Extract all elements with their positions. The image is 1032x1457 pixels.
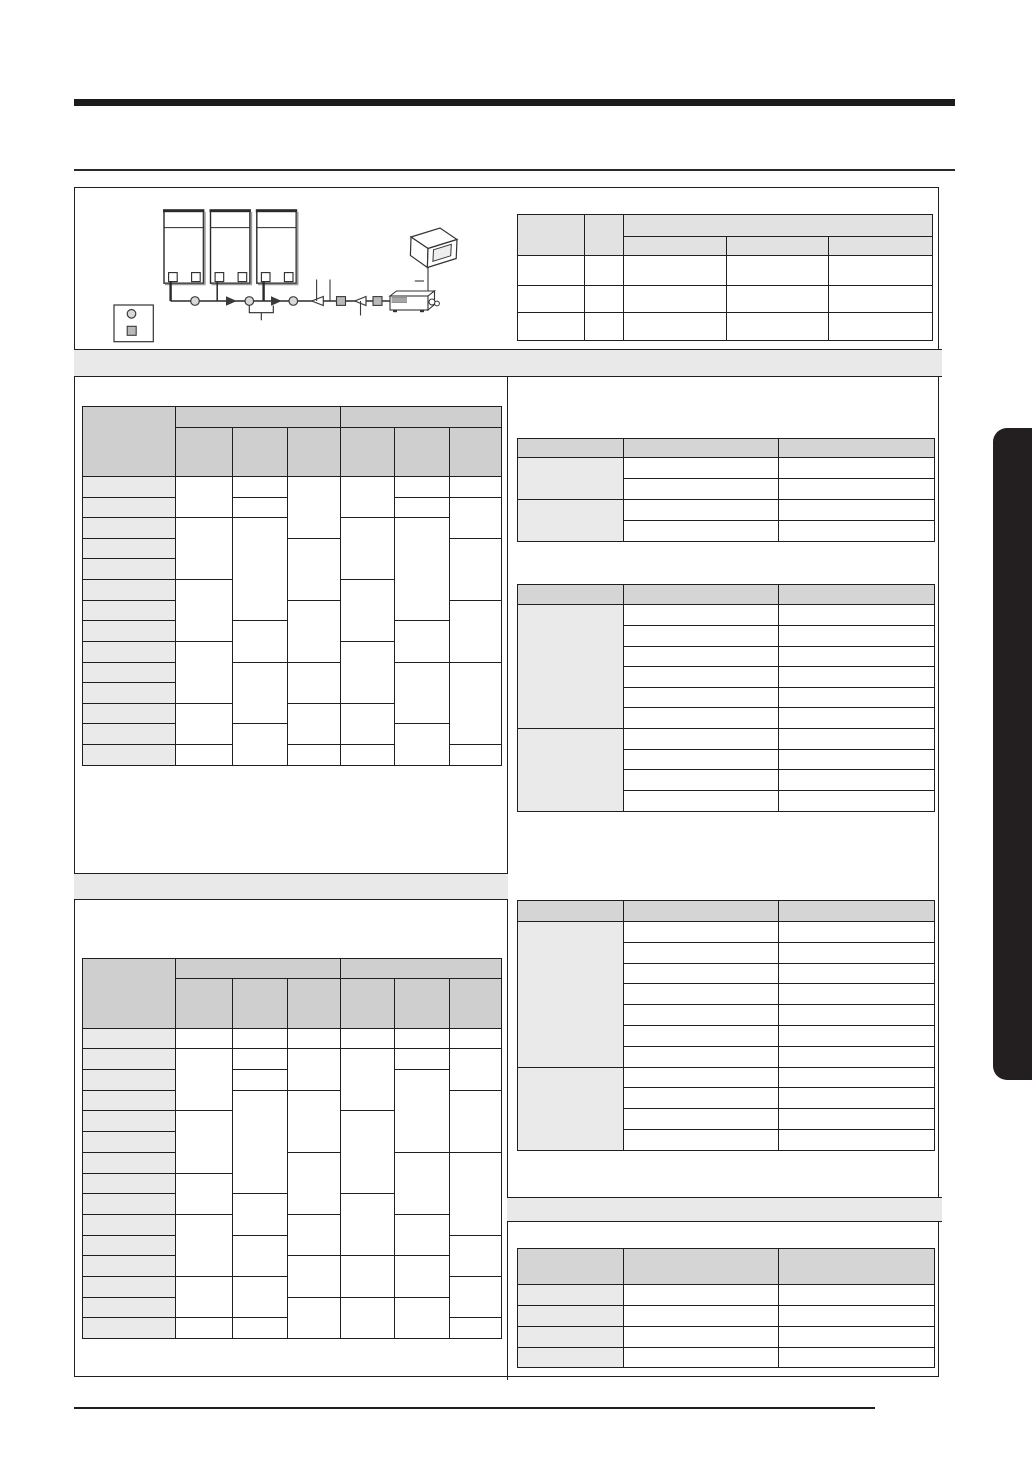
value-cell <box>779 729 934 750</box>
row-stub-cell <box>83 1214 176 1235</box>
row-stub-cell <box>517 729 624 812</box>
row-stub-cell <box>83 1090 176 1111</box>
value-cell <box>175 1318 232 1339</box>
value-cell <box>287 1028 340 1049</box>
header-rule <box>74 169 955 171</box>
value-cell <box>779 479 934 500</box>
header-cell <box>287 979 340 1028</box>
value-cell <box>395 1297 450 1338</box>
value-cell <box>287 600 340 662</box>
value-cell <box>340 745 394 766</box>
value-cell <box>175 476 232 517</box>
row-stub-cell <box>83 703 176 724</box>
row-stub-cell <box>517 1326 624 1347</box>
header-cell <box>779 901 934 922</box>
value-cell <box>779 499 934 520</box>
row-stub-cell <box>83 745 176 766</box>
value-cell <box>233 1070 287 1091</box>
dimension-bracket <box>249 306 273 313</box>
value-cell <box>175 1049 232 1111</box>
value-cell <box>779 1284 934 1305</box>
value-cell <box>233 497 287 518</box>
value-cell <box>584 286 623 313</box>
section-bar-right-2 <box>507 1197 942 1223</box>
value-cell <box>624 499 779 520</box>
value-cell <box>624 286 727 313</box>
junction-circle-3 <box>289 297 298 306</box>
value-cell <box>287 1256 340 1297</box>
header-cell <box>175 979 232 1028</box>
row-stub-cell <box>83 580 176 601</box>
value-cell <box>624 729 779 750</box>
header-cell <box>449 979 501 1028</box>
header-cell <box>517 439 624 458</box>
value-cell <box>287 1152 340 1214</box>
value-cell <box>233 476 287 497</box>
shutoff-square-2 <box>373 297 382 306</box>
value-cell <box>624 520 779 541</box>
header-cell <box>340 979 394 1028</box>
row-stub-cell <box>517 499 624 541</box>
value-cell <box>449 1152 501 1235</box>
right-table-2 <box>517 584 935 811</box>
row-stub-cell <box>83 600 176 621</box>
value-cell <box>624 708 779 729</box>
row-stub-cell <box>517 1347 624 1368</box>
header-cell <box>624 901 779 922</box>
header-cell <box>83 959 176 1028</box>
value-cell <box>779 520 934 541</box>
value-cell <box>287 1090 340 1152</box>
value-cell <box>779 790 934 811</box>
flow-arrow-1 <box>226 296 237 305</box>
value-cell <box>340 1256 394 1297</box>
header-cell <box>395 427 450 476</box>
value-cell <box>779 922 934 943</box>
value-cell <box>624 749 779 770</box>
column-divider <box>507 349 508 1380</box>
header-cell <box>517 1249 624 1285</box>
diagram-legend <box>114 305 153 342</box>
value-cell <box>624 770 779 791</box>
row-stub-cell <box>83 1173 176 1194</box>
row-stub-cell <box>517 1284 624 1305</box>
header-cell <box>287 427 340 476</box>
value-cell <box>233 1049 287 1070</box>
section-bar-right-1 <box>507 349 942 377</box>
value-cell <box>449 745 501 766</box>
value-cell <box>584 256 623 286</box>
value-cell <box>340 1049 394 1111</box>
row-stub-cell <box>83 621 176 642</box>
row-stub-cell <box>517 458 624 500</box>
value-cell <box>233 518 287 621</box>
value-cell <box>624 1046 779 1067</box>
row-stub-cell <box>83 724 176 745</box>
value-cell <box>449 538 501 600</box>
header-cell <box>624 215 932 237</box>
value-cell <box>340 1194 394 1256</box>
header-cell <box>449 427 501 476</box>
value-cell <box>624 1005 779 1026</box>
top-right-table <box>517 214 933 341</box>
right-table-4 <box>517 1248 935 1368</box>
value-cell <box>395 1070 450 1153</box>
value-cell <box>233 621 287 662</box>
value-cell <box>287 1297 340 1338</box>
row-stub-cell <box>83 1256 176 1277</box>
value-cell <box>233 724 287 765</box>
right-table-1 <box>517 438 935 541</box>
value-cell <box>624 922 779 943</box>
header-cell <box>624 439 779 458</box>
header-cell <box>175 427 232 476</box>
value-cell <box>287 538 340 600</box>
value-cell <box>233 1318 287 1339</box>
value-cell <box>624 256 727 286</box>
chapter-side-tab <box>993 428 1032 1080</box>
value-cell <box>340 1111 394 1194</box>
value-cell <box>779 1067 934 1088</box>
row-stub-cell <box>83 662 176 683</box>
row-stub-cell <box>83 518 176 539</box>
row-stub-cell <box>83 538 176 559</box>
header-cell <box>624 1249 779 1285</box>
header-cell <box>340 959 501 979</box>
outdoor-unit-3 <box>256 209 298 284</box>
value-cell <box>233 662 287 724</box>
value-cell <box>624 1067 779 1088</box>
header-cell <box>340 407 501 428</box>
header-cell <box>175 959 340 979</box>
row-stub-cell <box>83 1132 176 1153</box>
value-cell <box>779 667 934 688</box>
value-cell <box>624 313 727 341</box>
header-cell <box>175 407 340 428</box>
value-cell <box>395 1256 450 1297</box>
value-cell <box>726 313 828 341</box>
value-cell <box>449 1090 501 1152</box>
value-cell <box>624 1109 779 1130</box>
value-cell <box>624 458 779 479</box>
value-cell <box>175 1173 232 1214</box>
value-cell <box>624 1088 779 1109</box>
value-cell <box>779 1109 934 1130</box>
header-cell <box>624 585 779 605</box>
value-cell <box>175 1214 232 1276</box>
value-cell <box>287 1214 340 1255</box>
value-cell <box>449 476 501 497</box>
value-cell <box>828 256 932 286</box>
value-cell <box>449 1276 501 1317</box>
value-cell <box>340 476 394 517</box>
value-cell <box>624 646 779 667</box>
value-cell <box>624 1305 779 1326</box>
value-cell <box>175 1276 232 1317</box>
value-cell <box>287 745 340 766</box>
value-cell <box>624 1284 779 1305</box>
page-title-bar <box>74 99 955 106</box>
row-stub-cell <box>83 1049 176 1070</box>
value-cell <box>779 749 934 770</box>
right-table-3 <box>517 900 935 1151</box>
value-cell <box>395 621 450 662</box>
row-stub-cell <box>517 313 584 341</box>
value-cell <box>287 1049 340 1090</box>
row-stub-cell <box>83 559 176 580</box>
value-cell <box>624 687 779 708</box>
section-bar-left-1 <box>74 349 508 377</box>
value-cell <box>449 497 501 538</box>
flow-arrow-2 <box>271 296 282 305</box>
header-cell <box>233 979 287 1028</box>
value-cell <box>779 1347 934 1368</box>
value-cell <box>779 458 934 479</box>
value-cell <box>624 1326 779 1347</box>
value-cell <box>779 963 934 984</box>
row-stub-cell <box>83 1028 176 1049</box>
value-cell <box>779 1025 934 1046</box>
row-stub-cell <box>517 286 584 313</box>
value-cell <box>779 687 934 708</box>
row-stub-cell <box>83 1235 176 1256</box>
ducted-indoor-unit <box>390 291 439 312</box>
value-cell <box>624 625 779 646</box>
value-cell <box>624 667 779 688</box>
value-cell <box>449 1049 501 1090</box>
header-cell <box>517 215 584 256</box>
value-cell <box>395 1214 450 1255</box>
junction-circle-2 <box>245 297 254 306</box>
value-cell <box>449 600 501 662</box>
value-cell <box>175 580 232 642</box>
row-stub-cell <box>83 1318 176 1339</box>
value-cell <box>624 790 779 811</box>
shutoff-square-1 <box>337 297 346 306</box>
value-cell <box>233 1028 287 1049</box>
row-stub-cell <box>517 922 624 1068</box>
header-cell <box>779 585 934 605</box>
header-cell <box>517 901 624 922</box>
value-cell <box>726 256 828 286</box>
value-cell <box>175 745 232 766</box>
row-stub-cell <box>517 605 624 729</box>
value-cell <box>287 662 340 703</box>
value-cell <box>233 1194 287 1235</box>
value-cell <box>233 1276 287 1317</box>
value-cell <box>624 1025 779 1046</box>
header-cell <box>726 237 828 256</box>
value-cell <box>779 942 934 963</box>
value-cell <box>624 942 779 963</box>
value-cell <box>175 703 232 744</box>
value-cell <box>624 963 779 984</box>
row-stub-cell <box>517 1067 624 1150</box>
value-cell <box>828 313 932 341</box>
value-cell <box>624 1347 779 1368</box>
header-cell <box>779 439 934 458</box>
legend-shutoff-square-icon <box>127 326 136 335</box>
value-cell <box>395 1152 450 1214</box>
value-cell <box>175 641 232 703</box>
check-valve-1 <box>312 297 324 306</box>
value-cell <box>449 1028 501 1049</box>
value-cell <box>287 476 340 538</box>
value-cell <box>175 518 232 580</box>
header-cell <box>517 585 624 605</box>
value-cell <box>624 984 779 1005</box>
value-cell <box>779 984 934 1005</box>
value-cell <box>395 724 450 765</box>
cassette-indoor-unit <box>410 228 457 268</box>
header-cell <box>584 215 623 256</box>
value-cell <box>779 1129 934 1150</box>
value-cell <box>340 641 394 703</box>
footer-rule <box>74 1407 875 1409</box>
value-cell <box>624 605 779 626</box>
header-cell <box>828 237 932 256</box>
value-cell <box>779 625 934 646</box>
section-bar-left-2 <box>74 873 508 900</box>
value-cell <box>779 1326 934 1347</box>
value-cell <box>395 476 450 497</box>
header-cell <box>779 1249 934 1285</box>
value-cell <box>175 1028 232 1049</box>
outdoor-unit-2 <box>210 209 253 284</box>
value-cell <box>340 1297 394 1338</box>
row-stub-cell <box>83 1194 176 1215</box>
value-cell <box>233 1235 287 1276</box>
value-cell <box>779 1088 934 1109</box>
value-cell <box>779 1305 934 1326</box>
value-cell <box>779 646 934 667</box>
value-cell <box>395 1049 450 1070</box>
row-stub-cell <box>83 1297 176 1318</box>
header-cell <box>233 427 287 476</box>
row-stub-cell <box>83 683 176 704</box>
value-cell <box>779 1046 934 1067</box>
value-cell <box>779 605 934 626</box>
left-matrix-table-2 <box>82 958 502 1339</box>
value-cell <box>624 1129 779 1150</box>
value-cell <box>584 313 623 341</box>
outdoor-unit-1 <box>163 209 206 284</box>
value-cell <box>395 662 450 724</box>
header-cell <box>395 979 450 1028</box>
header-cell <box>624 237 727 256</box>
value-cell <box>395 518 450 621</box>
value-cell <box>287 703 340 744</box>
value-cell <box>779 770 934 791</box>
row-stub-cell <box>83 1152 176 1173</box>
value-cell <box>340 518 394 580</box>
value-cell <box>395 497 450 518</box>
left-matrix-table-1 <box>82 406 502 766</box>
header-cell <box>340 427 394 476</box>
row-stub-cell <box>83 641 176 662</box>
row-stub-cell <box>517 256 584 286</box>
value-cell <box>779 708 934 729</box>
value-cell <box>449 662 501 745</box>
value-cell <box>779 1005 934 1026</box>
value-cell <box>340 703 394 744</box>
row-stub-cell <box>83 476 176 497</box>
row-stub-cell <box>83 1070 176 1091</box>
value-cell <box>449 1235 501 1276</box>
value-cell <box>449 1318 501 1339</box>
value-cell <box>175 1111 232 1173</box>
value-cell <box>395 1028 450 1049</box>
value-cell <box>340 1028 394 1049</box>
row-stub-cell <box>83 497 176 518</box>
row-stub-cell <box>517 1305 624 1326</box>
row-stub-cell <box>83 1276 176 1297</box>
value-cell <box>828 286 932 313</box>
row-stub-cell <box>83 1111 176 1132</box>
value-cell <box>233 1090 287 1193</box>
header-cell <box>83 407 176 477</box>
junction-circle-1 <box>191 297 200 306</box>
legend-junction-circle-icon <box>127 310 136 319</box>
value-cell <box>340 580 394 642</box>
value-cell <box>624 479 779 500</box>
value-cell <box>726 286 828 313</box>
